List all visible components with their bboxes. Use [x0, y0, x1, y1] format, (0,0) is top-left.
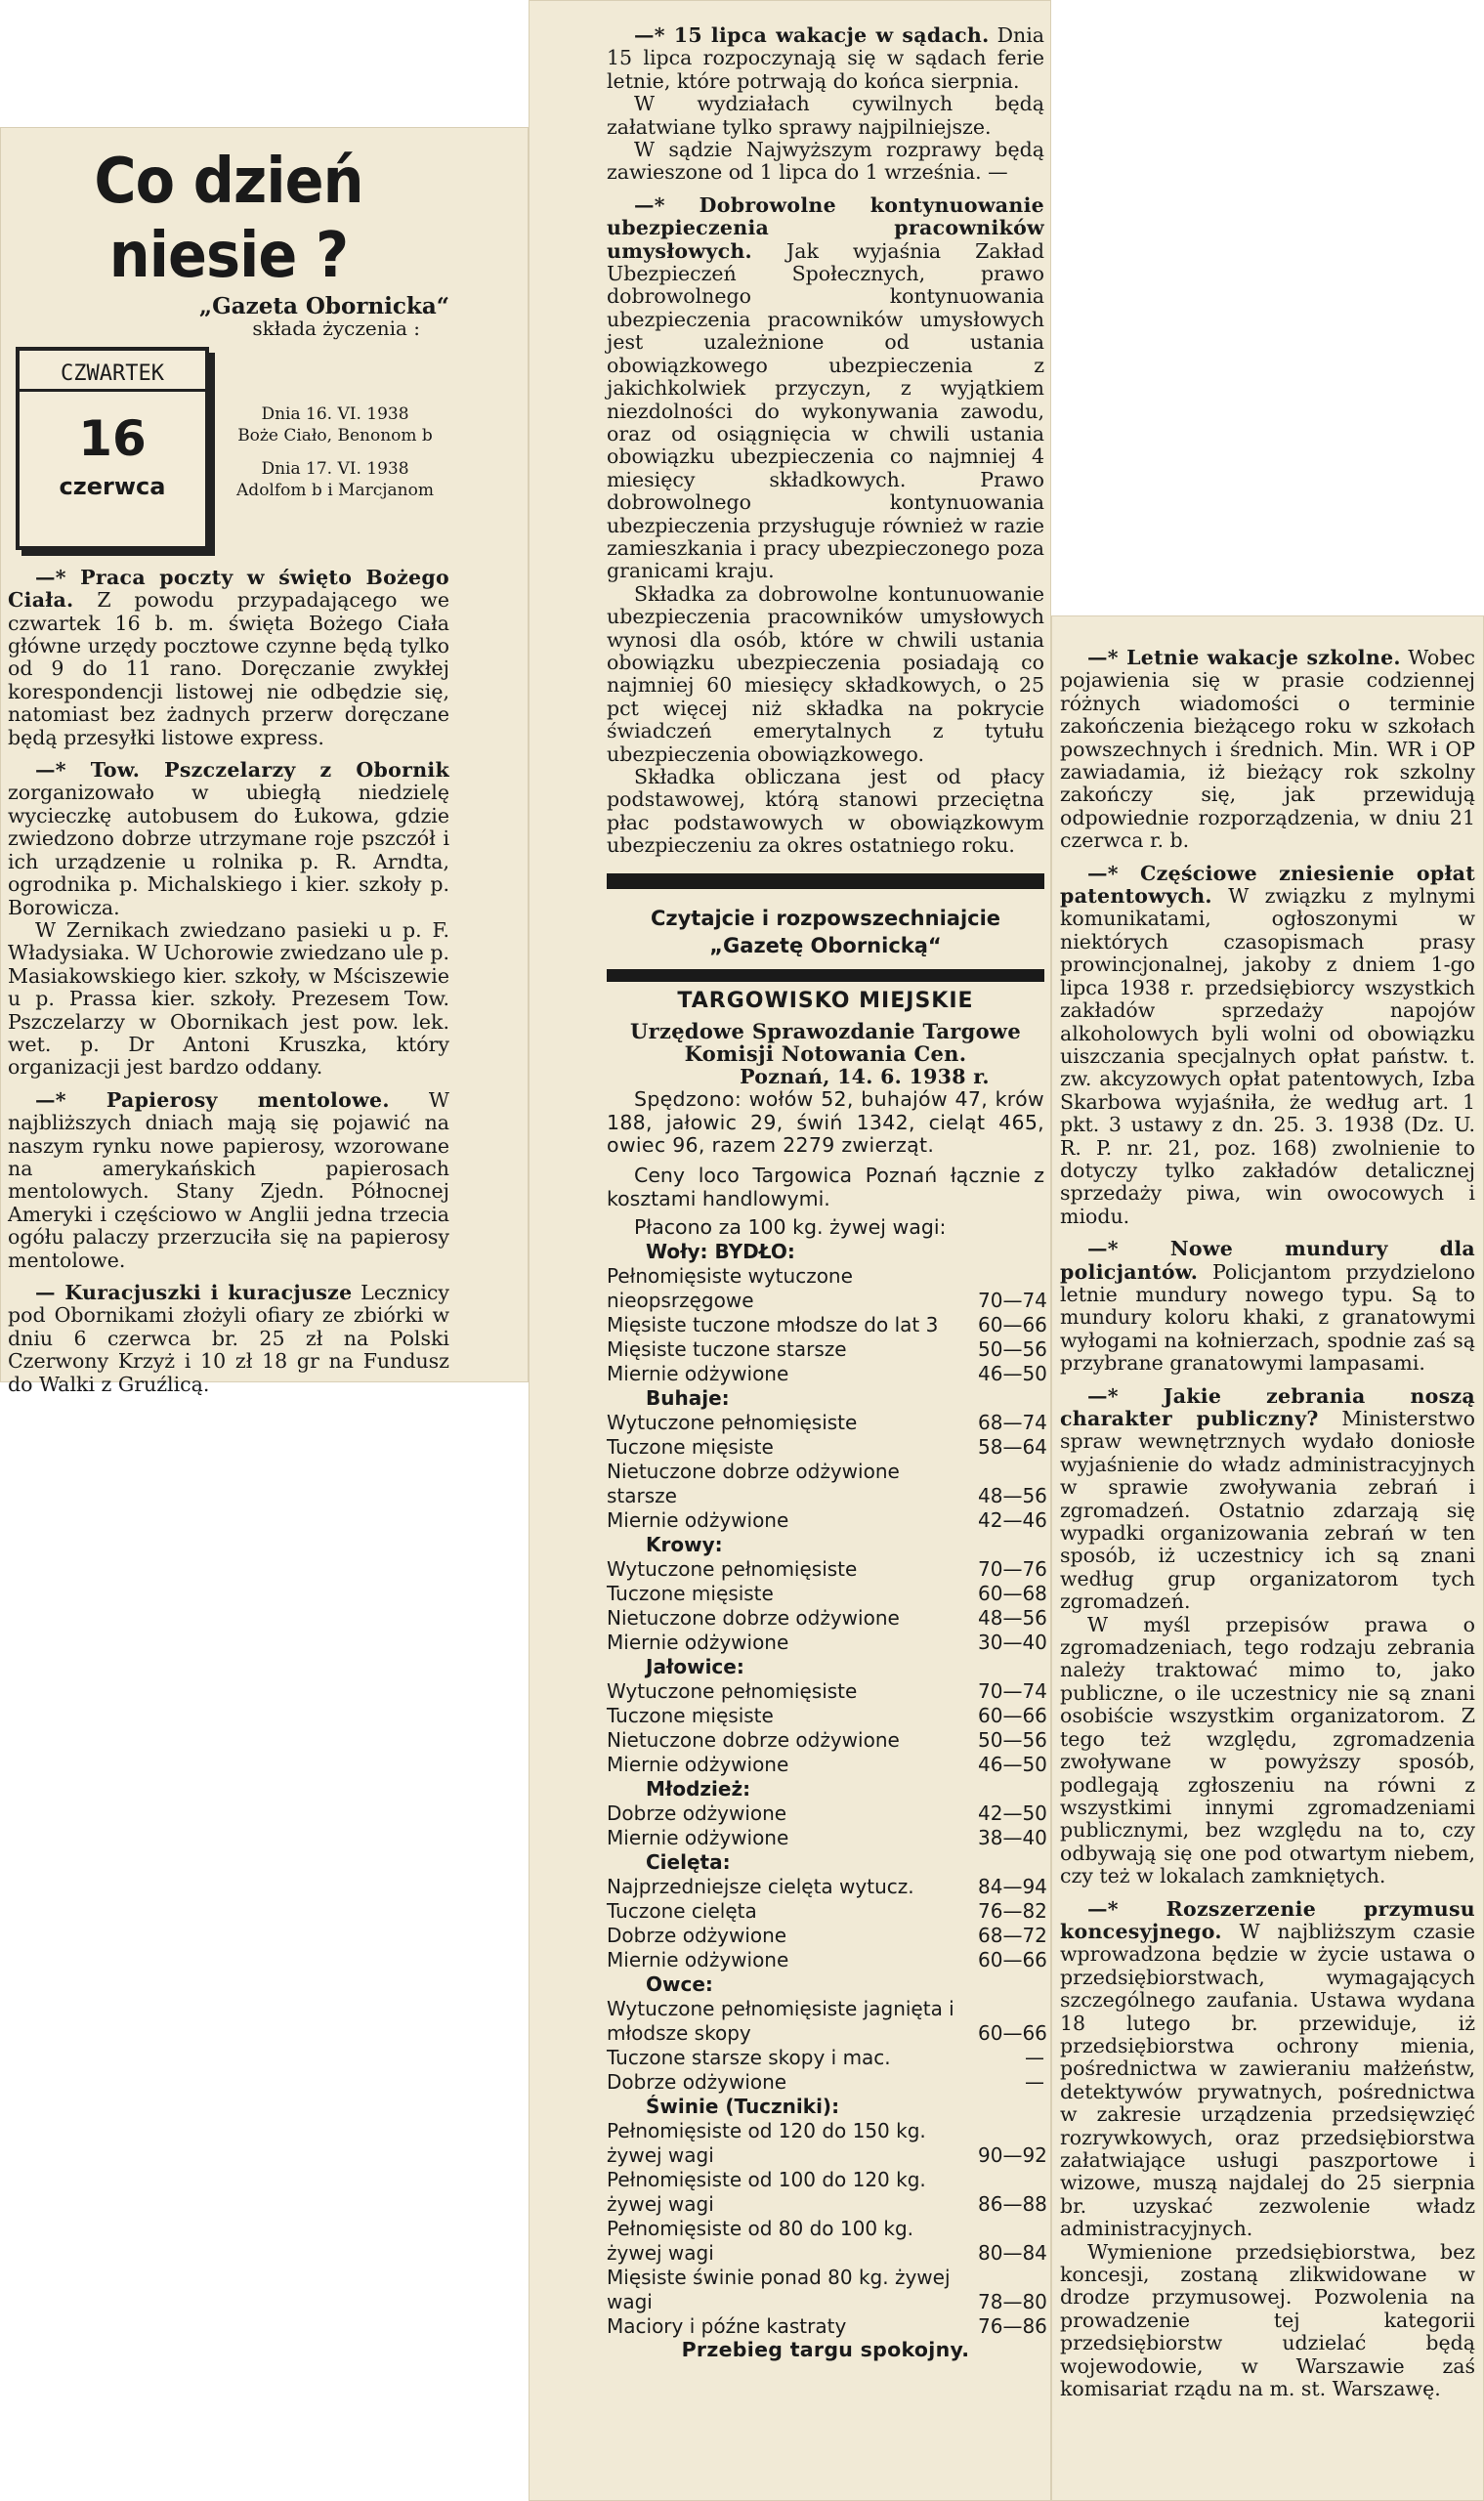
article-headline: —* Praca poczty w święto Bożego Ciała. [8, 565, 449, 613]
market-row-price: 60—68 [978, 1581, 1047, 1605]
article-body: Wobec pojawienia się w prasie codziennej różnych wiadomości o terminie zakończenia bieżącego roku w szkołach powszechnych i średnich. Min. WR i OP zawiadamia, iż bieżący rok szkolny zakończy się, jak przewidują odpowiednie rozporządzenia, w dniu 21 czerwca r. b. [1060, 646, 1475, 853]
greeting-paper: „Gazeta Obornicka“ [198, 293, 449, 319]
market-row [607, 1923, 1047, 1948]
market-row [607, 1410, 1047, 1435]
article-paragraph [8, 1089, 449, 1272]
article-paragraph [607, 93, 1044, 139]
market-row [607, 1874, 1047, 1899]
market-row-price: 60—66 [978, 2020, 1047, 2045]
market-row-price: 38—40 [978, 1825, 1047, 1849]
market-row-price: 70—76 [978, 1556, 1047, 1581]
article-headline: — Kuracjuszki i kuracjusze [35, 1281, 353, 1304]
market-row-label: Mięsiste tuczone starsze [607, 1336, 847, 1361]
nameday-1: Dnia 16. VI. 1938 Boże Ciało, Benonom b [237, 403, 433, 445]
market-category: Świnie (Tuczniki): [646, 2094, 840, 2118]
market-row [607, 2216, 1047, 2266]
market-row-label: Pełnomięsiste wytuczone nieopsrzęgowe [607, 1263, 853, 1312]
market-row-label: Nietuczone dobrze odżywione [607, 1727, 900, 1752]
article-paragraph [8, 567, 449, 749]
market-row-label: Miernie odżywione [607, 1825, 789, 1849]
market-row-price: — [1025, 2045, 1044, 2069]
article-paragraph [607, 766, 1044, 858]
market-row-price: 60—66 [978, 1947, 1047, 1971]
market-subtitle: Urzędowe Sprawozdanie Targowe Komisji Notowania Cen. [630, 1019, 1021, 1067]
market-row-price: 58—64 [978, 1434, 1047, 1459]
market-row [607, 1459, 1047, 1508]
article-paragraph [1060, 1238, 1475, 1375]
article-headline: —* Tow. Pszczelarzy z Obornik [35, 758, 449, 783]
market-row [607, 1263, 1047, 1313]
market-row-label: Nietuczone dobrze odżywione starsze [607, 1459, 900, 1507]
market-category: Woły: BYDŁO: [646, 1239, 795, 1263]
market-category: Młodzież: [646, 1776, 751, 1801]
market-row-price: 70—74 [978, 1678, 1047, 1703]
left-column [8, 137, 449, 1396]
article-paragraph [1060, 647, 1475, 853]
market-row [607, 2265, 1047, 2314]
market-row-label: Pełnomięsiste od 120 do 150 kg. żywej wagi [607, 2118, 926, 2167]
article-headline: —* Częściowe zniesienie opłat patentowych. [1060, 861, 1475, 909]
market-row [607, 1703, 1047, 1728]
market-row-label: Wytuczone pełnomięsiste [607, 1410, 858, 1434]
market-row [607, 1556, 1047, 1582]
article-paragraph [1060, 1614, 1475, 1888]
article-body: Składka obliczana jest od płacy podstawowej, którą stanowi przeciętna płac podstawowych w obowiązkowym ubezpieczeniu za okres ostatniego roku. [607, 765, 1044, 858]
article-headline: —* 15 lipca wakacje w sądach. [634, 23, 990, 47]
article-paragraph [1060, 1385, 1475, 1614]
market-row [607, 1678, 1047, 1704]
market-category: Owce: [646, 1971, 713, 1996]
article-body: W wydziałach cywilnych będą załatwiane tylko sprawy najpilniejsze. [607, 92, 1044, 139]
article-paragraph [1060, 863, 1475, 1229]
promo-line-2: „Gazetę Obornicką“ [709, 933, 942, 957]
market-row-price: — [1025, 2069, 1044, 2094]
market-row-label: Dobrze odżywione [607, 1801, 787, 1825]
market-row-label: Pełnomięsiste od 100 do 120 kg. żywej wagi [607, 2167, 926, 2216]
separator-bar [607, 873, 1044, 889]
market-row-label: Miernie odżywione [607, 1947, 789, 1971]
market-category: Jałowice: [646, 1654, 744, 1678]
market-price-table [607, 1239, 1047, 2339]
article-paragraph [1060, 2241, 1475, 2401]
market-row-price: 68—74 [978, 1410, 1047, 1434]
market-row-price: 50—56 [978, 1336, 1047, 1361]
article-body: Ministerstwo spraw wewnętrznych wydało doniosłe wyjaśnienie do władz administracyjnych w sprawie zwoływania zebrań i zgromadzeń. Ostatnio zdarzają się wypadki organizowania zebrań w ten sposób, iż uczestnicy ich są znani według grup organizatorom tych zgromadzeń. [1060, 1407, 1475, 1614]
article-paragraph [607, 583, 1044, 766]
market-date: Poznań, 14. 6. 1938 r. [740, 1064, 990, 1088]
article-paragraph [8, 759, 449, 919]
market-row [607, 1801, 1047, 1826]
namedays [218, 403, 452, 513]
market-row-price: 46—50 [978, 1752, 1047, 1776]
market-row-label: Dobrze odżywione [607, 2069, 787, 2094]
article-body: Dnia 15 lipca rozpoczynają się w sądach ferie letnie, które potrwają do końca sierpnia. [607, 23, 1044, 93]
market-row-price: 68—72 [978, 1923, 1047, 1947]
market-row-price: 50—56 [978, 1727, 1047, 1752]
market-row-label: Nietuczone dobrze odżywione [607, 1605, 900, 1630]
calendar-month: czerwca [59, 473, 166, 501]
market-row [607, 1630, 1047, 1655]
nameday-2: Dnia 17. VI. 1938 Adolfom b i Marcjanom [236, 458, 434, 500]
calendar-block [8, 347, 449, 557]
article-body: W najbliższym czasie wprowadzona będzie w życie ustawa o przedsiębiorstwach, wymagających szczególnego zaufania. Ustawa wydana 18 lutego br. przewiduje, iż przedsiębiorstwa ochrony mienia, pośrednictwa w zawieraniu małżeństw, detektywów prywatnych, pośrednictwa w zakresie urządzenia przedsięwzięć rozrywkowych, oraz przedsiębiorstwa załatwiające usługi paszportowe i wizowe, muszą najdalej do 25 sierpnia br. uzyskać zezwolenie władz administracyjnych. [1060, 1919, 1475, 2241]
greeting-text: składa życzenia : [252, 317, 420, 341]
market-row [607, 1507, 1047, 1533]
market-footer: Przebieg targu spokojny. [681, 2337, 970, 2361]
market-row-label: Maciory i późne kastraty [607, 2313, 847, 2338]
market-row-label: Miernie odżywione [607, 1361, 789, 1385]
market-row-price: 90—92 [978, 2142, 1047, 2167]
article-body: W związku z mylnymi komunikatami, ogłoszonymi w niektórych czasopismach prasy prowincjonalnej, jakoby z dniem 1-go lipca 1938 r. przedsiębiorcy wszystkich zakładów sprzedaży napojów alkoholowych byli wolni od obowiązku uiszczania specjalnych opłat państw. t. zw. akcyzowych opłat patentowych, Izba Skarbowa wyjaśniła, że według art. 1 pkt. 3 ustawy z dn. 25. 3. 1938 (Dz. U. R. P. nr. 21, poz. 168) zwolnienie to dotyczy tylko zakładów detalicznej sprzedaży piwa, win owocowych i miodu. [1060, 884, 1475, 1228]
article-paragraph [1060, 1898, 1475, 2241]
market-row-label: Miernie odżywione [607, 1752, 789, 1776]
market-row [607, 2046, 1044, 2070]
article-headline: —* Nowe mundury dla policjantów. [1060, 1237, 1475, 1284]
calendar-day: 16 [78, 410, 147, 468]
article-paragraph [8, 1282, 449, 1396]
market-row-label: Dobrze odżywione [607, 1923, 787, 1947]
market-row-price: 46—50 [978, 1361, 1047, 1385]
market-row-price: 48—56 [978, 1605, 1047, 1630]
market-row-label: Tuczone mięsiste [607, 1581, 774, 1605]
market-row-label: Pełnomięsiste od 80 do 100 kg. żywej wagi [607, 2216, 914, 2265]
market-row-label: Mięsiste tuczone młodsze do lat 3 [607, 1312, 939, 1336]
market-row-price: 70—74 [978, 1288, 1047, 1312]
middle-column [607, 15, 1047, 2361]
market-row [607, 1312, 1047, 1337]
market-row [607, 1336, 1047, 1362]
market-row [607, 2118, 1047, 2168]
market-row-price: 60—66 [978, 1312, 1047, 1336]
article-paragraph [607, 139, 1044, 185]
market-row-price: 84—94 [978, 1874, 1047, 1898]
market-row [607, 1605, 1047, 1631]
article-paragraph [8, 919, 449, 1080]
article-body: W myśl przepisów prawa o zgromadzeniach, tego rodzaju zebrania należy traktować mimo to, jako publiczne, o ile uczestnicy nie są znani osobiście wszystkim organizatorom. Z tego też względu, zgromadzenia zwoływane w powyższy sposób, podlegają zgłoszeniu na równi z wszystkimi innymi zgromadzeniami publicznymi, bez względu na to, czy odbywają się one pod otwartym niebem, czy też w lokalach zamkniętych. [1060, 1612, 1475, 1888]
right-column [1060, 637, 1475, 2400]
market-row [607, 1727, 1047, 1753]
market-unit-note: Płacono za 100 kg. żywej wagi: [634, 1215, 947, 1240]
masthead-title: Co dzień niesie ? [94, 146, 363, 292]
middle-articles [607, 24, 1044, 858]
right-articles [1060, 647, 1475, 2400]
market-row-price: 78—80 [978, 2289, 1047, 2313]
article-body: W sądzie Najwyższym rozprawy będą zawieszone od 1 lipca do 1 września. — [607, 138, 1044, 185]
article-body: Składka za dobrowolne kontunuowanie ubezpieczenia pracowników umysłowych wynosi dla osób, które w chwili ustania obowiązku ubezpieczenia posiadają co najmniej 60 miesięcy składkowych, o 25 pct więcej niż składka na pokrycie świadczeń emerytalnych z tytułu ubezpieczenia obowiązkowego. [607, 581, 1044, 766]
market-row-price: 80—84 [978, 2240, 1047, 2265]
market-title: TARGOWISKO MIEJSKIE [677, 988, 974, 1013]
market-prices-note: Ceny loco Targowica Poznań łącznie z kosztami handlowymi. [607, 1164, 1044, 1210]
market-row [607, 1947, 1047, 1972]
article-paragraph [607, 24, 1044, 93]
market-row-label: Wytuczone pełnomięsiste [607, 1678, 858, 1703]
article-body: Lecznicy pod Obornikami złożyli ofiary ze zbiórki w dniu 6 czerwca br. 25 zł na Polski Czerwony Krzyż i 10 zł 18 gr na Fundusz do Walki z Gruźlicą. [8, 1281, 449, 1396]
left-articles [8, 567, 449, 1396]
market-row-price: 86—88 [978, 2191, 1047, 2216]
market-row-price: 60—66 [978, 1703, 1047, 1727]
market-row [607, 1361, 1047, 1386]
article-body: W najbliższych dniach mają się pojawić na naszym rynku nowe papierosy, wzorowane na amerykańskich papierosach mentolowych. Stany Zjedn. Północnej Ameryki i częściowo w Anglii jedna trzecia ogółu palaczy przerzuciła się na papierosy mentolowe. [8, 1087, 449, 1272]
article-body: Wymienione przedsiębiorstwa, bez koncesji, zostaną zlikwidowane w drodze przymusowej. Pozwolenia na prowadzenie tej kategorii przedsiębiorstw udzielać będą wojewodowie, w Warszawie zaś komisariat rządu na m. st. Warszawę. [1060, 2239, 1475, 2401]
calendar-weekday: CZWARTEK [20, 362, 205, 392]
market-row [607, 2313, 1047, 2339]
market-row-price: 42—46 [978, 1507, 1047, 1532]
separator-bar [607, 969, 1044, 982]
market-category: Krowy: [646, 1532, 723, 1556]
article-headline: —* Jakie zebrania noszą charakter publiczny? [1060, 1383, 1475, 1430]
market-row-label: Tuczone starsze skopy i mac. [607, 2045, 891, 2069]
article-headline: —* Letnie wakacje szkolne. [1087, 646, 1401, 669]
article-body: W Zernikach zwiedzano pasieki u p. F. Władysiaka. W Uchorowie zwiedzano ule p. Masiakowskiego kier. szkoły, w Mściszewie u p. Prassa kier. szkoły. Prezesem Tow. Pszczelarzy w Obornikach jest pow. lek. wet. p. Dr Antoni Kruszka, który organizacji jest bardzo oddany. [8, 917, 449, 1080]
market-row [607, 2167, 1047, 2217]
market-row-label: Wytuczone pełnomięsiste [607, 1556, 858, 1581]
market-row [607, 1434, 1047, 1460]
promo-banner [607, 905, 1044, 959]
article-body: Z powodu przypadającego we czwartek 16 b. m. święta Bożego Ciała główne urzędy pocztowe czynne będą tylko od 9 do 11 rano. Doręczanie zwykłej korespondencji listowej nie odbędzie się, natomiast bez żadnych przerw doręczane będą przesyłki listowe express. [8, 588, 449, 749]
market-category: Cielęta: [646, 1849, 731, 1874]
article-body: Jak wyjaśnia Zakład Ubezpieczeń Społecznych, prawo dobrowolnego kontynuowania ubezpieczenia pracowników umysłowych jest uzależnione od ustania obowiązkowego ubezpieczenia z jakichkolwiek przyczyn, z wyjątkiem niezdolności do wykonywania zawodu, oraz od osiągnięcia w chwili ustania obowiązku ubezpieczenia co najmniej 4 miesięcy składkowych. Prawo dobrowolnego kontynuowania ubezpieczenia przysługuje również w razie zamieszkania i pracy ubezpieczonego poza granicami kraju. [607, 238, 1044, 583]
market-row-label: Mięsiste świnie ponad 80 kg. żywej wagi [607, 2265, 951, 2313]
calendar-icon [16, 347, 209, 550]
promo-line-1: Czytajcie i rozpowszechniajcie [650, 906, 1001, 930]
article-body: Policjantom przydzielono letnie mundury nowego typu. Są to mundury koloru khaki, z granatowymi wyłogami na kołnierzach, spodnie zaś są przybrane granatowymi lampasami. [1060, 1259, 1475, 1376]
market-row-label: Miernie odżywione [607, 1630, 789, 1654]
market-supply: Spędzono: wołów 52, buhajów 47, krów 188, jałowic 29, świń 1342, cieląt 465, owiec 96, razem 2279 zwierząt. [607, 1087, 1044, 1158]
article-headline: —* Dobrowolne kontynuowanie ubezpieczenia pracowników umysłowych. [607, 192, 1044, 263]
market-row-price: 30—40 [978, 1630, 1047, 1654]
market-row-price: 76—86 [978, 2313, 1047, 2338]
market-row-label: Tuczone mięsiste [607, 1434, 774, 1459]
market-row-label: Wytuczone pełnomięsiste jagnięta i młodsze skopy [607, 1996, 954, 2045]
market-row-label: Tuczone cielęta [607, 1898, 757, 1923]
market-row-price: 42—50 [978, 1801, 1047, 1825]
market-category: Buhaje: [646, 1385, 730, 1410]
market-row-price: 48—56 [978, 1483, 1047, 1507]
market-row-label: Tuczone mięsiste [607, 1703, 774, 1727]
market-row [607, 1752, 1047, 1777]
market-row [607, 1996, 1047, 2046]
market-row-label: Najprzedniejsze cielęta wytucz. [607, 1874, 914, 1898]
market-row-label: Miernie odżywione [607, 1507, 789, 1532]
article-body: zorganizowało w ubiegłą niedzielę wycieczkę autobusem do Łukowa, gdzie zwiedzono dobrze utrzymane roje pszczół i ich urządzenie u rolnika p. R. Arndta, ogrodnika p. Michalskiego i kier. szkoły p. Borowicza. [8, 781, 449, 919]
article-headline: —* Rozszerzenie przymusu koncesyjnego. [1060, 1896, 1475, 1943]
market-row [607, 1581, 1047, 1606]
article-headline: —* Papierosy mentolowe. [35, 1087, 390, 1112]
market-row-price: 76—82 [978, 1898, 1047, 1923]
market-row [607, 1898, 1047, 1924]
article-paragraph [607, 194, 1044, 583]
market-row [607, 1825, 1047, 1850]
market-row [607, 2070, 1044, 2095]
